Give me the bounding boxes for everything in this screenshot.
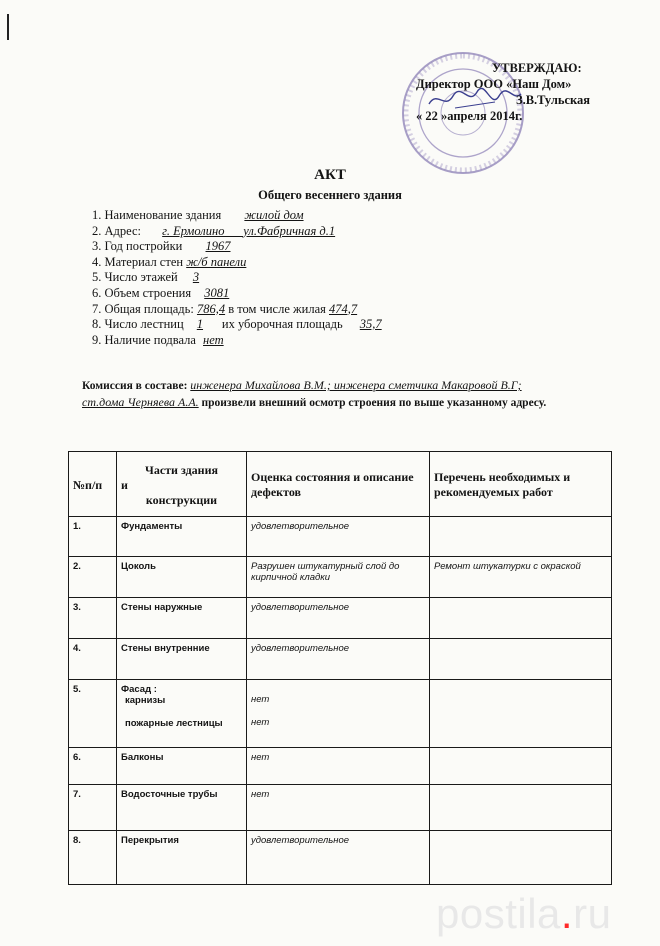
commission-members-2: ст.дома Черняева А.А. xyxy=(82,395,199,409)
info-item-area: 7. Общая площадь: 786,4 в том числе жилая 474,7 xyxy=(92,301,358,316)
edge-mark xyxy=(7,14,9,40)
info-item-volume: 6. Объем строения 3081 xyxy=(92,286,400,302)
basement-value: нет xyxy=(203,332,224,347)
approval-heading: УТВЕРЖДАЮ: xyxy=(492,61,582,75)
table-row: 6. Балконы нет xyxy=(69,748,612,785)
inspection-table xyxy=(68,451,611,884)
table-row: 2. Цоколь Разрушен штукатурный слой до кирпичной кладки Ремонт штукатурки с окраской xyxy=(69,557,612,598)
document-subtitle: Общего весеннего здания xyxy=(258,188,402,202)
address-value: г. Ермолино ул.Фабричная д.1 xyxy=(162,223,336,238)
info-item-basement: 9. Наличие подвала нет xyxy=(92,333,400,349)
header-num: №п/п xyxy=(69,452,117,517)
table-row: 5. Фасад : карнизы пожарные лестницы нет нет xyxy=(69,680,612,748)
building-name-value: жилой дом xyxy=(244,208,304,222)
table-row: 1. Фундаменты удовлетворительное xyxy=(69,517,612,557)
info-item-floors: 5. Число этажей 3 xyxy=(92,270,400,286)
stairs-area-value: 35,7 xyxy=(359,317,382,332)
approval-block xyxy=(416,60,590,124)
info-item-address: 2. Адрес: г. Ермолино ул.Фабричная д.1 xyxy=(92,224,400,240)
building-info-list xyxy=(92,208,400,348)
approval-director-name: З.В.Тульская xyxy=(516,93,591,107)
document-title: АКТ xyxy=(314,167,346,183)
table-row: 4. Стены внутренние удовлетворительное xyxy=(69,639,612,680)
total-area-value: 786,4 xyxy=(196,301,226,316)
table-row: 8. Перекрытия удовлетворительное xyxy=(69,831,612,885)
approval-date: « 22 »апреля 2014г. xyxy=(416,109,523,123)
header-parts: Части здания и конструкции xyxy=(117,452,247,517)
floors-value: 3 xyxy=(192,270,200,285)
volume-value: 3081 xyxy=(204,285,230,300)
table-row: 7. Водосточные трубы нет xyxy=(69,785,612,831)
stairs-value: 1 xyxy=(196,317,204,332)
commission-members: инженера Михайлова В.М.; инженера сметчика Макаровой В.Г; xyxy=(190,378,522,392)
living-area-value: 474,7 xyxy=(329,301,358,316)
header-state: Оценка состояния и описание дефектов xyxy=(247,452,430,517)
year-value: 1967 xyxy=(205,239,231,254)
info-item-stairs: 8. Число лестниц 1 их уборочная площадь 35,7 xyxy=(92,317,400,333)
info-item-year: 3. Год постройки 1967 xyxy=(92,239,400,255)
table-row: 3. Стены наружные удовлетворительное xyxy=(69,598,612,639)
approval-position: Директор ООО «Наш Дом» xyxy=(416,77,572,91)
table-header-row xyxy=(69,452,612,517)
info-item-name: 1. Наименование здания жилой дом xyxy=(92,208,400,224)
info-item-walls: 4. Материал стен ж/б панели xyxy=(92,255,400,271)
commission-text: Комиссия в составе: инженера Михайлова В.М.; инженера сметчика Макаровой В.Г; ст.дома Черняева А.А. произвели внешний осмотр строения по выше указанному адресу. xyxy=(82,378,547,409)
postila-watermark: postila.ru xyxy=(436,890,612,937)
walls-value: ж/б панели xyxy=(186,254,247,269)
header-works: Перечень необходимых и рекомендуемых работ xyxy=(430,452,612,517)
